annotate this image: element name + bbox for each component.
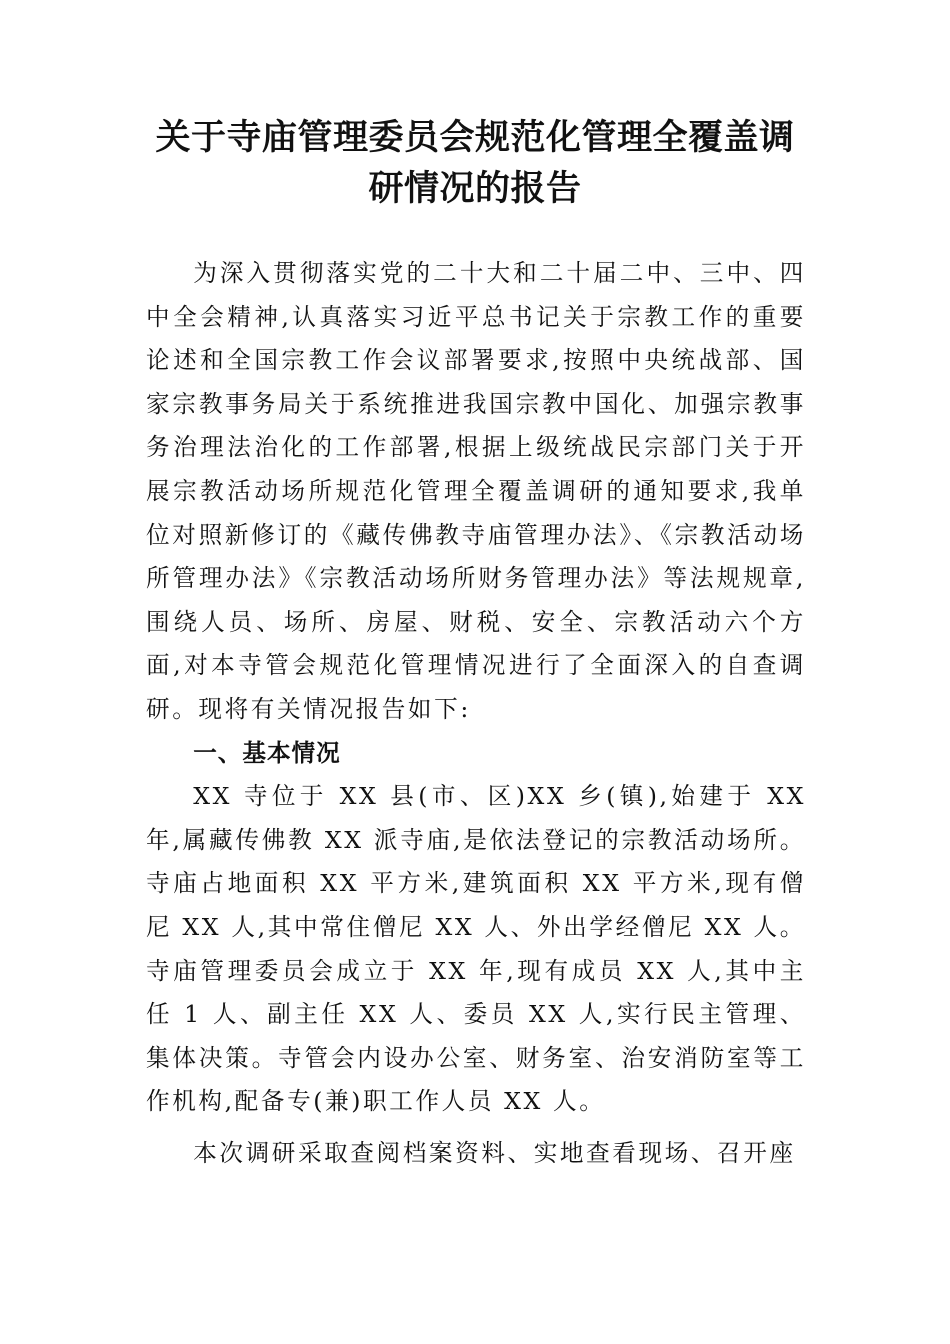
document-title-line-1: 关于寺庙管理委员会规范化管理全覆盖调 xyxy=(155,117,795,158)
document-title-line-2: 研情况的报告 xyxy=(368,168,582,209)
document-title xyxy=(140,112,810,214)
section-heading-basic-info: 一、基本情况 xyxy=(193,738,341,767)
document-body xyxy=(146,252,806,1175)
survey-method-paragraph: 本次调研采取查阅档案资料、实地查看现场、召开座 xyxy=(193,1138,796,1167)
basic-info-paragraph: XX 寺位于 XX 县(市、区)XX 乡(镇),始建于 XX 年,属藏传佛教 XX 派寺庙,是依法登记的宗教活动场所。寺庙占地面积 XX 平方米,建筑面积 XX 平方米,现有僧尼 XX 人,其中常住僧尼 XX 人、外出学经僧尼 XX 人。寺庙管理委员会成立于 XX 年,现有成员 XX 人,其中主任 1 人、副主任 XX 人、委员 XX 人,实行民主管理、集体决策。寺管会内设办公室、财务室、治安消防室等工作机构,配备专(兼)职工作人员 XX 人。 xyxy=(146,782,806,1116)
intro-paragraph: 为深入贯彻落实党的二十大和二十届二中、三中、四中全会精神,认真落实习近平总书记关于宗教工作的重要论述和全国宗教工作会议部署要求,按照中央统战部、国家宗教事务局关于系统推进我国宗教中国化、加强宗教事务治理法治化的工作部署,根据上级统战民宗部门关于开展宗教活动场所规范化管理全覆盖调研的通知要求,我单位对照新修订的《藏传佛教寺庙管理办法》、《宗教活动场所管理办法》《宗教活动场所财务管理办法》等法规规章,围绕人员、场所、房屋、财税、安全、宗教活动六个方面,对本寺管会规范化管理情况进行了全面深入的自查调研。现将有关情况报告如下: xyxy=(146,259,806,723)
